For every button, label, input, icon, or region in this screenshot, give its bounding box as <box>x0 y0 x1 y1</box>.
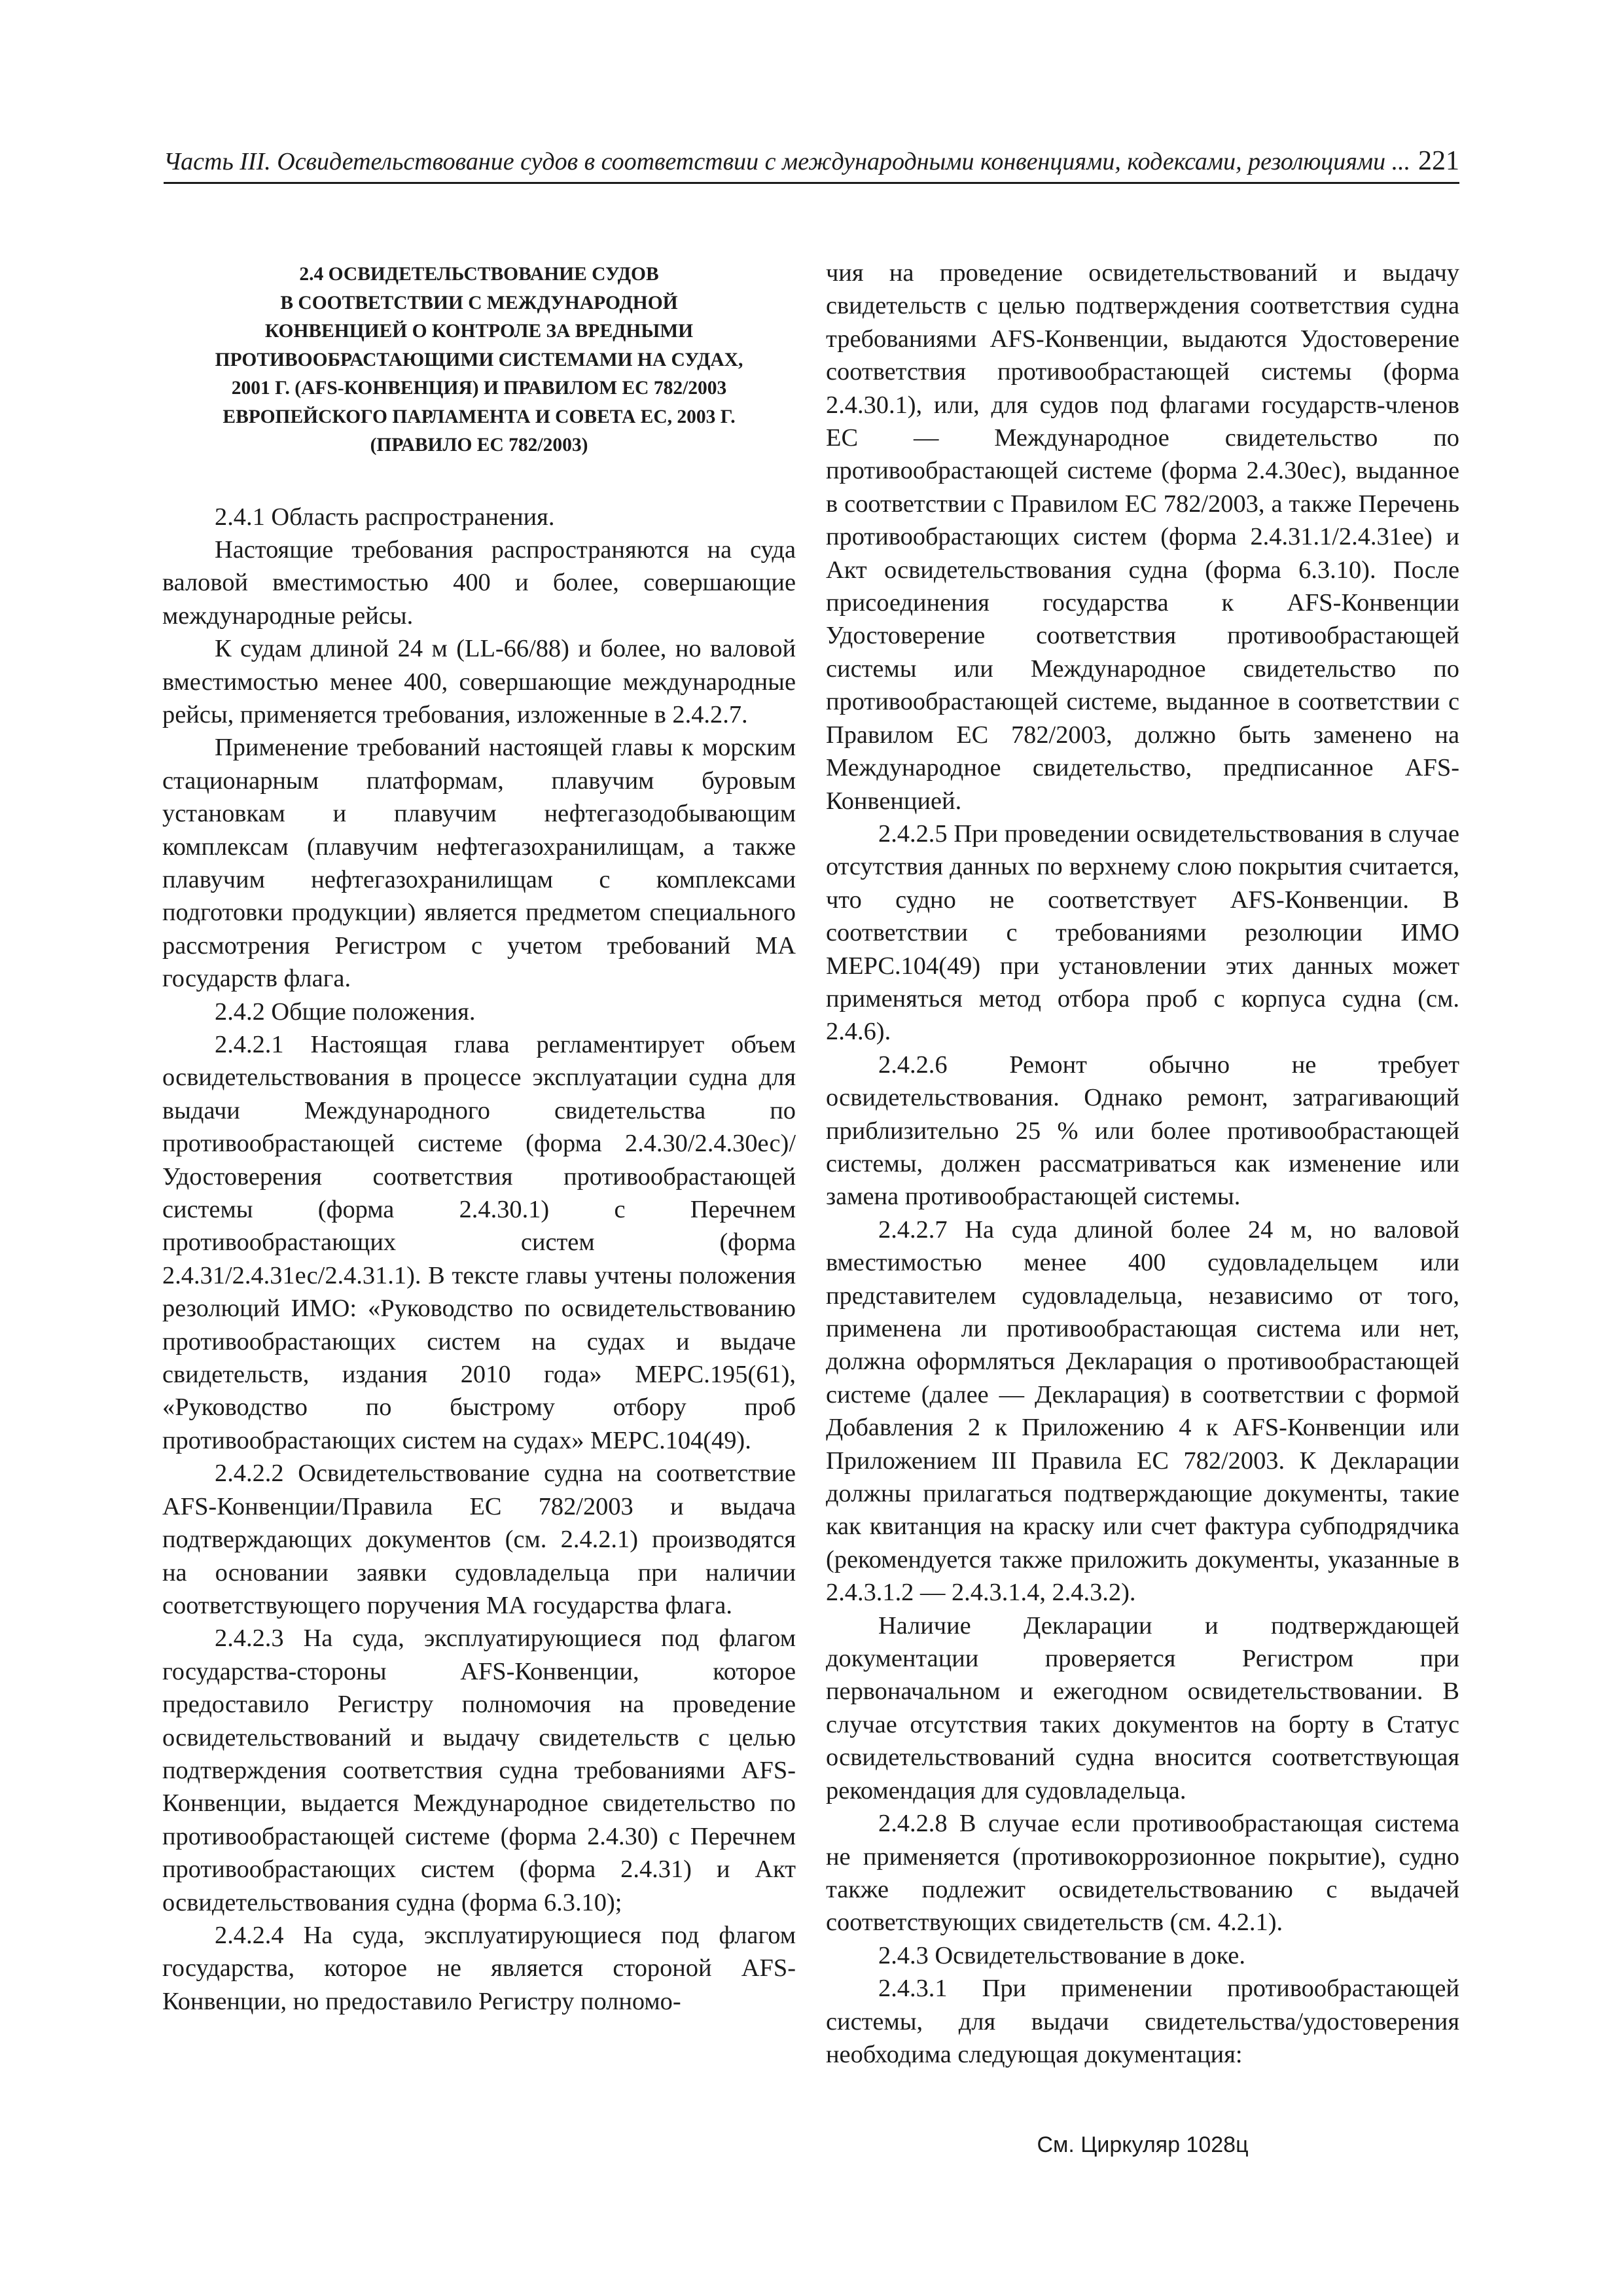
paragraph-2-4-2-6: 2.4.2.6 Ремонт обычно не требует освидетельствования. Однако ремонт, затрагивающий приблизительно 25 % или более противообрастающей системы, должен рассматриваться как изменение или замена противообрастающей системы. <box>826 1050 1459 1211</box>
subheading-2-4-1: 2.4.1 Область распространения. <box>215 503 555 531</box>
section-title-line: 2.4 ОСВИДЕТЕЛЬСТВОВАНИЕ СУДОВ <box>299 264 659 285</box>
running-header-title: Часть III. Освидетельствование судов в соответствии с международными конвенциями, кодексами, резолюциями ... <box>164 148 1411 175</box>
footnote: См. Циркуляр 1028ц <box>1037 2132 1249 2157</box>
header-rule <box>164 182 1459 184</box>
left-column <box>162 260 796 2018</box>
section-title-line: 2001 Г. (AFS-КОНВЕНЦИЯ) И ПРАВИЛОМ ЕС 782/2003 <box>231 378 727 399</box>
page-number: 221 <box>1418 146 1459 176</box>
subheading-2-4-3: 2.4.3 Освидетельствование в доке. <box>878 1941 1245 1969</box>
paragraph-2-4-3-1: 2.4.3.1 При применении противообрастающей системы, для выдачи свидетельства/удостоверения необходима следующая документация: <box>826 1975 1459 2068</box>
subheading-2-4-2: 2.4.2 Общие положения. <box>215 997 476 1026</box>
paragraph: К судам длиной 24 м (LL-66/88) и более, но валовой вместимостью менее 400, совершающие международные рейсы, применяется требования, изложенные в 2.4.2.7. <box>162 635 796 728</box>
section-title-line: ПРОТИВООБРАСТАЮЩИМИ СИСТЕМАМИ НА СУДАХ, <box>215 349 743 370</box>
section-title <box>162 260 796 460</box>
running-header <box>164 145 1459 177</box>
paragraph-2-4-2-1: 2.4.2.1 Настоящая глава регламентирует объем освидетельствования в процессе эксплуатации судна для выдачи Международного свидетельства по противообрастающей системе (форма 2.4.30/2.4.30ес)/Удостоверения соответствия противообрастающей системы (форма 2.4.30.1) с Перечнем противообрастающих систем (форма 2.4.31/2.4.31ес/2.4.31.1). В тексте главы учтены положения резолюций ИМО: «Руководство по освидетельствованию противообрастающих систем на судах и выдаче свидетельств, издания 2010 года» МЕРС.195(61), «Руководство по быстрому отбору проб противообрастающих систем на судах» МЕРС.104(49). <box>162 1031 796 1454</box>
paragraph-2-4-2-3: 2.4.2.3 На суда, эксплуатирующиеся под флагом государства-стороны AFS-Конвенции, которое предоставило Регистру полномочия на проведение освидетельствований и выдачу свидетельств с целью подтверждения соответствия судна требованиями AFS-Конвенции, выдается Международное свидетельство по противообрастающей системе (форма 2.4.30) с Перечнем противообрастающих систем (форма 2.4.31) и Акт освидетельствования судна (форма 6.3.10); <box>162 1624 796 1916</box>
paragraph-2-4-2-7: 2.4.2.7 На суда длиной более 24 м, но валовой вместимостью менее 400 судовладельцем или представителем судовладельца, независимо от того, применена ли противообрастающая система или нет, должна оформляться Декларация о противообрастающей системе (далее — Декларация) в соответствии с формой Добавления 2 к Приложению 4 к AFS-Конвенции или Приложением III Правила ЕС 782/2003. К Декларации должны прилагаться подтверждающие документы, такие как квитанция на краску или счет фактура субподрядчика (рекомендуется также приложить документы, указанные в 2.4.3.1.2 — 2.4.3.1.4, 2.4.3.2). <box>826 1215 1459 1607</box>
section-title-line: (ПРАВИЛО ЕС 782/2003) <box>370 435 588 456</box>
paragraph: Настоящие требования распространяются на суда валовой вместимостью 400 и более, совершающие международные рейсы. <box>162 535 796 630</box>
section-title-line: КОНВЕНЦИЕЙ О КОНТРОЛЕ ЗА ВРЕДНЫМИ <box>264 321 694 342</box>
paragraph-2-4-2-5: 2.4.2.5 При проведении освидетельствования в случае отсутствия данных по верхнему слою покрытия считается, что судно не соответствует AFS-Конвенции. В соответствии с требованиями резолюции ИМО МЕРС.104(49) при установлении этих данных может применяться метод отбора проб с корпуса судна (см. 2.4.6). <box>826 819 1459 1046</box>
section-title-line: ЕВРОПЕЙСКОГО ПАРЛАМЕНТА И СОВЕТА ЕС, 2003 Г. <box>223 406 736 427</box>
paragraph-2-4-2-8: 2.4.2.8 В случае если противообрастающая система не применяется (противокоррозионное покрытие), судно также подлежит освидетельствованию с выдачей соответствующих свидетельств (см. 4.2.1). <box>826 1810 1459 1937</box>
paragraph: Наличие Декларации и подтверждающей документации проверяется Регистром при первоначальном и ежегодном освидетельствовании. В случае отсутствия таких документов на борту в Статус освидетельствований судна вносится соответствующая рекомендация для судовладельца. <box>826 1611 1459 1804</box>
paragraph-continued: чия на проведение освидетельствований и выдачу свидетельств с целью подтверждения соответствия судна требованиями AFS-Конвенции, выдаются Удостоверение соответствия противообрастающей системы (форма 2.4.30.1), или, для судов под флагами государств-членов ЕС — Международное свидетельство по противообрастающей системе (форма 2.4.30ес), выданное в соответствии с Правилом ЕС 782/2003, а также Перечень противообрастающих систем (форма 2.4.31.1/2.4.31ее) и Акт освидетельствования судна (форма 6.3.10). После присоединения государства к AFS-Конвенции Удостоверение соответствия противообрастающей системы или Международное свидетельство по противообрастающей системе, выданное в соответствии с Правилом ЕС 782/2003, должно быть заменено на Международное свидетельство, предписанное AFS-Конвенцией. <box>826 259 1459 815</box>
paragraph: Применение требований настоящей главы к морским стационарным платформам, плавучим буровым установкам и плавучим нефтегазодобывающим комплексам (плавучим нефтегазохранилищам, а также плавучим нефтегазохранилищам с комплексами подготовки продукции) является предметом специального рассмотрения Регистром с учетом требований МА государств флага. <box>162 734 796 993</box>
paragraph-2-4-2-4: 2.4.2.4 На суда, эксплуатирующиеся под флагом государства, которое не является стороной AFS-Конвенции, но предоставило Регистру полномо- <box>162 1921 796 2015</box>
right-column <box>826 257 1459 2071</box>
section-title-line: В СООТВЕТСТВИИ С МЕЖДУНАРОДНОЙ <box>280 292 678 314</box>
paragraph-2-4-2-2: 2.4.2.2 Освидетельствование судна на соответствие AFS-Конвенции/Правила ЕС 782/2003 и выдача подтверждающих документов (см. 2.4.2.1) производятся на основании заявки судовладельца при наличии соответствующего поручения МА государства флага. <box>162 1460 796 1619</box>
